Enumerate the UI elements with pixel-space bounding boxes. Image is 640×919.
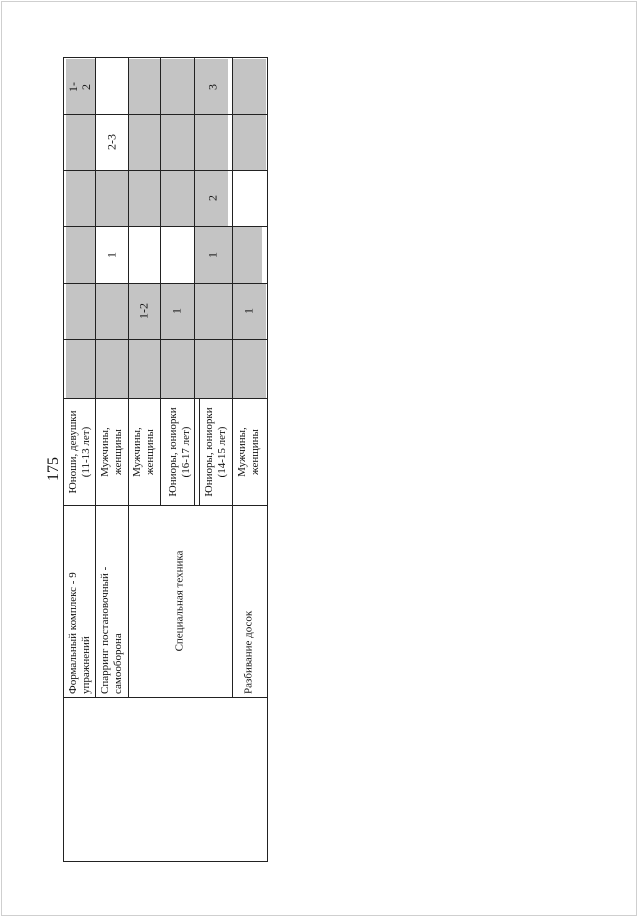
group-text: Юноши, девушки (11-13 лет) [67,409,92,494]
discipline-text: Спарринг постановочный - самооборона [99,566,124,694]
value-text: 1 [241,308,256,314]
col-divider [63,226,268,227]
value-cell [65,59,95,114]
value-cell [128,283,160,339]
group-cell [232,398,266,505]
col-divider [63,339,268,340]
value-text: 1 [104,251,119,258]
value-cell [194,226,232,283]
discipline-cell [96,505,128,697]
value-cell [194,59,232,114]
discipline-cell [128,505,232,697]
group-cell [128,398,160,505]
discipline-text: Разбивание досок [242,610,255,694]
value-text: 1-2 [66,81,93,92]
value-text: 1 [205,251,220,258]
col-divider [63,170,268,171]
value-cell [96,114,128,170]
col-divider [63,114,268,115]
group-text: Юниоры, юниорки (16-17 лет) [166,406,192,497]
value-cell [194,170,232,226]
col-divider [63,697,268,698]
value-text: 3 [205,83,220,90]
value-cell [160,283,194,339]
competition-table [63,57,268,862]
discipline-text: Формальный комплекс - 9 упражнений [67,572,92,694]
group-cell [65,398,95,505]
group-text: Мужчины, женщины [236,426,261,477]
discipline-text: Специальная техника [173,550,186,652]
value-text: 1-2 [136,303,151,319]
group-text: Мужчины, женщины [99,426,124,477]
discipline-cell [65,505,95,697]
row-divider [160,57,161,398]
group-cell [96,398,128,505]
value-text: 2 [205,195,220,201]
group-text: Юниоры, юниорки (14-15 лет) [202,406,228,497]
value-text: 2-3 [104,134,119,150]
discipline-cell [232,505,266,697]
group-cell [160,398,199,505]
value-cell [232,283,266,339]
page-number [44,449,64,489]
group-text: Мужчины, женщины [131,426,156,477]
page-number-text: 175 [45,457,62,481]
value-text: 1 [169,308,184,314]
group-cell [199,398,232,505]
value-cell [96,226,128,283]
